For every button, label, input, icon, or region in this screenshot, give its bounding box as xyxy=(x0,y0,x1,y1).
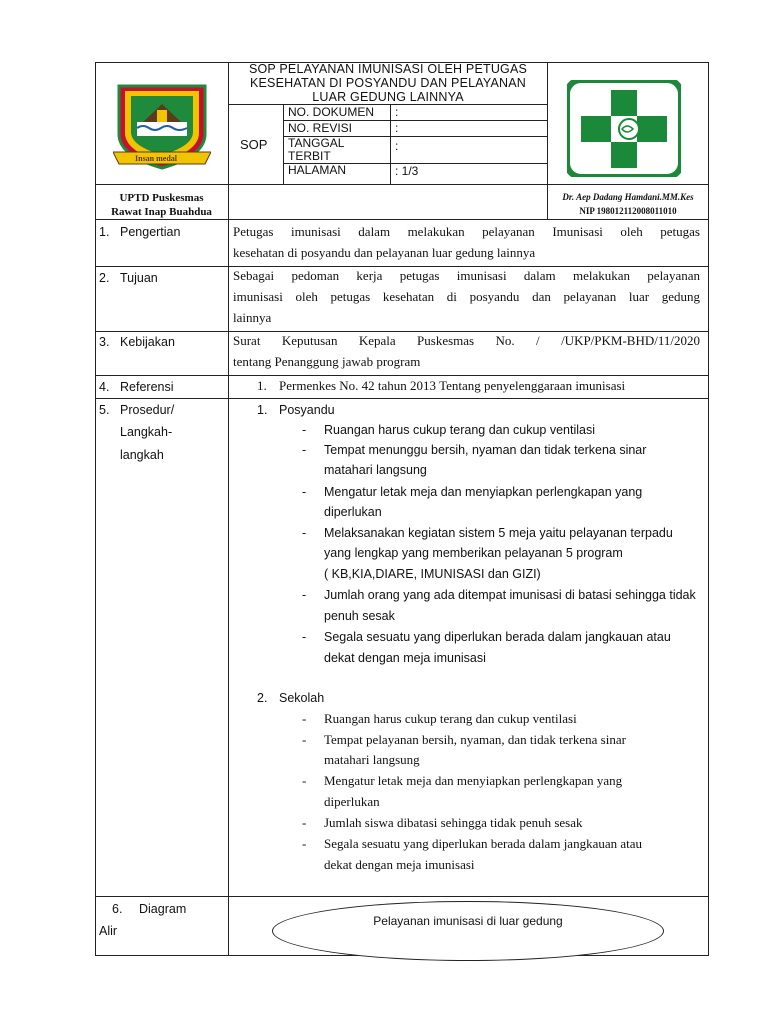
sop-title-line-3: LUAR GEDUNG LAINNYA xyxy=(312,90,464,104)
section-posyandu-title: Posyandu xyxy=(279,403,335,417)
dash: - xyxy=(302,630,307,644)
row-diagram-label-line-1: Diagram xyxy=(139,902,187,916)
referensi-item-number: 1. xyxy=(257,378,267,393)
pengertian-line-2: kesehatan di posyandu dan pelayanan luar gedung lainnya xyxy=(233,245,536,260)
dash: - xyxy=(302,732,307,747)
org-name-line-2: Rawat Inap Buahdua xyxy=(111,206,212,218)
sekolah-item-1-line-1: Ruangan harus cukup terang dan cukup ventilasi xyxy=(324,711,577,726)
sekolah-item-5-line-1: Segala sesuatu yang diperlukan berada dalam jangkauan atau xyxy=(324,836,643,851)
sekolah-item-2-line-2: matahari langsung xyxy=(324,752,420,767)
tujuan-line-3: lainnya xyxy=(233,310,272,325)
row-line-2 xyxy=(95,331,709,332)
title-divider xyxy=(228,104,547,105)
dash: - xyxy=(302,485,307,499)
row-kebijakan-number: 3. xyxy=(99,335,110,349)
signer-name: Dr. Aep Dadang Hamdani.MM.Kes xyxy=(562,192,694,202)
signer-nip: NIP 198012112008011010 xyxy=(579,206,677,216)
tujuan-line-2: imunisasi oleh petugas kesehatan di posyandu dan pelayanan luar gedung xyxy=(233,289,700,304)
tujuan-line-1: Sebagai pedoman kerja petugas imunisasi dalam melakukan pelayanan xyxy=(233,268,700,283)
dash: - xyxy=(302,588,307,602)
posyandu-item-1-line-1: Ruangan harus cukup terang dan cukup ventilasi xyxy=(324,423,596,437)
row-line-4 xyxy=(95,398,709,399)
flow-start-label: Pelayanan imunisasi di luar gedung xyxy=(373,914,563,928)
sekolah-item-3-line-1: Mengatur letak meja dan menyiapkan perlengkapan yang xyxy=(324,773,623,788)
posyandu-item-4-line-2: yang lengkap yang memberikan pelayanan 5 program xyxy=(324,546,623,560)
meta-tanggal-label: TANGGAL xyxy=(288,136,345,150)
sop-title-line-2: KESEHATAN DI POSYANDU DAN PELAYANAN xyxy=(249,76,527,90)
row-pengertian-number: 1. xyxy=(99,225,110,239)
meta-tanggal-value: : xyxy=(395,139,399,153)
posyandu-item-3-line-2: diperlukan xyxy=(324,505,382,519)
dash: - xyxy=(302,423,307,437)
sekolah-item-5-line-2: dekat dengan meja imunisasi xyxy=(324,857,475,872)
posyandu-item-5-line-2: penuh sesak xyxy=(324,609,395,623)
dash: - xyxy=(302,443,307,457)
row-prosedur-label-line-2: Langkah- xyxy=(120,425,173,439)
crest-banner-text: Insan medal xyxy=(135,154,178,163)
posyandu-item-4-line-3: ( KB,KIA,DIARE, IMUNISASI dan GIZI) xyxy=(324,567,541,581)
sekolah-item-4-line-1: Jumlah siswa dibatasi sehingga tidak penuh sesak xyxy=(324,815,583,830)
dash: - xyxy=(302,526,307,540)
sop-label: SOP xyxy=(240,137,268,152)
row-diagram-label-line-2: Alir xyxy=(99,924,118,938)
row-pengertian-label: Pengertian xyxy=(120,225,181,239)
meta-no-revisi-value: : xyxy=(395,121,399,135)
dash: - xyxy=(302,711,307,726)
header-divider-left xyxy=(228,62,229,220)
row-prosedur-label-line-1: Prosedur/ xyxy=(120,403,175,417)
section-sekolah-title: Sekolah xyxy=(279,691,325,705)
row-tujuan-number: 2. xyxy=(99,271,110,285)
kebijakan-line-2: tentang Penanggung jawab program xyxy=(233,354,421,369)
posyandu-item-3-line-1: Mengatur letak meja dan menyiapkan perlengkapan yang xyxy=(324,485,643,499)
row-line-3 xyxy=(95,375,709,376)
row-prosedur-number: 5. xyxy=(99,403,110,417)
pengertian-line-1: Petugas imunisasi dalam melakukan pelayanan Imunisasi oleh petugas xyxy=(233,224,700,239)
row-referensi-number: 4. xyxy=(99,380,110,394)
row-kebijakan-label: Kebijakan xyxy=(120,335,175,349)
meta-no-dokumen-label: NO. DOKUMEN xyxy=(288,105,375,119)
section-sekolah-number: 2. xyxy=(257,691,268,705)
row-prosedur-label-line-3: langkah xyxy=(120,448,164,462)
meta-divider xyxy=(390,104,391,184)
posyandu-item-6-line-2: dekat dengan meja imunisasi xyxy=(324,651,486,665)
kemenkes-cross-logo xyxy=(567,80,681,177)
sop-divider xyxy=(283,104,284,184)
sekolah-item-2-line-1: Tempat pelayanan bersih, nyaman, dan tidak terkena sinar xyxy=(324,732,626,747)
row-referensi-label: Referensi xyxy=(120,380,174,394)
posyandu-item-4-line-1: Melaksanakan kegiatan sistem 5 meja yaitu pelayanan terpadu xyxy=(324,526,673,540)
meta-terbit-label: TERBIT xyxy=(288,149,331,163)
sop-title-line-1: SOP PELAYANAN IMUNISASI OLEH PETUGAS xyxy=(248,62,528,76)
sekolah-item-3-line-2: diperlukan xyxy=(324,794,380,809)
row-tujuan-label: Tujuan xyxy=(120,271,158,285)
org-name-line-1: UPTD Puskesmas xyxy=(119,192,204,204)
flow-start-ellipse xyxy=(272,901,664,961)
posyandu-item-2-line-1: Tempat menunggu bersih, nyaman dan tidak terkena sinar xyxy=(324,443,647,457)
posyandu-item-5-line-1: Jumlah orang yang ada ditempat imunisasi di batasi sehingga tidak xyxy=(324,588,696,602)
section-posyandu-number: 1. xyxy=(257,403,268,417)
meta-halaman-value: : 1/3 xyxy=(395,164,419,178)
row-diagram-number: 6. xyxy=(112,902,123,916)
header-divider-bottom xyxy=(95,184,709,185)
dash: - xyxy=(302,815,307,830)
row-line-5 xyxy=(95,896,709,897)
referensi-item-text: Permenkes No. 42 tahun 2013 Tentang penyelenggaraan imunisasi xyxy=(279,378,626,393)
kebijakan-line-1: Surat Keputusan Kepala Puskesmas No. / /UKP/PKM-BHD/11/2020 xyxy=(233,333,700,348)
posyandu-item-6-line-1: Segala sesuatu yang diperlukan berada dalam jangkauan atau xyxy=(324,630,671,644)
meta-no-revisi-label: NO. REVISI xyxy=(288,121,353,135)
dash: - xyxy=(302,773,307,788)
dash: - xyxy=(302,836,307,851)
meta-halaman-label: HALAMAN xyxy=(288,163,347,177)
district-crest-logo xyxy=(113,78,211,174)
meta-no-dokumen-value: : xyxy=(395,105,399,119)
posyandu-item-2-line-2: matahari langsung xyxy=(324,463,427,477)
row-line-1 xyxy=(95,266,709,267)
